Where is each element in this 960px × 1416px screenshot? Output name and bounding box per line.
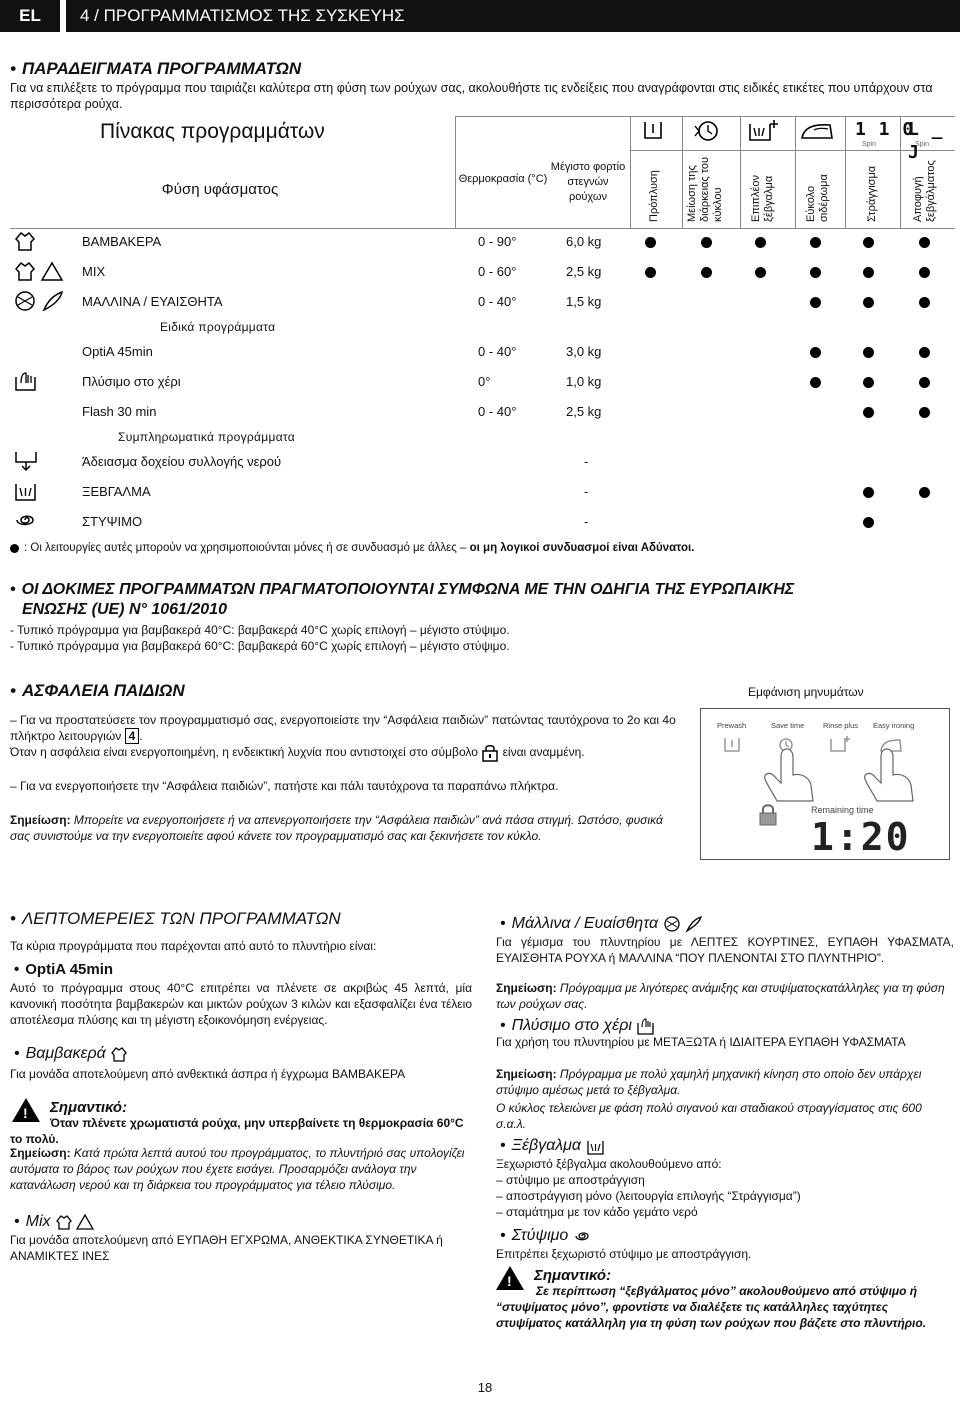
tests-line-2: - Τυπικό πρόγραμμα για βαμβακερά 60°C: βαμβακερά 60°C χωρίς επιλογή – μέγιστο στύψιμο. bbox=[10, 639, 510, 653]
option-available-dot bbox=[755, 267, 766, 278]
program-row-label: Flash 30 min bbox=[82, 404, 157, 419]
option-header-no-rinse: Αποφυγή ξεβγάλματος bbox=[912, 160, 938, 222]
spin-label: Spin bbox=[862, 141, 877, 148]
child-safety-p2: Όταν η ασφάλεια είναι ενεργοποιημένη, η ενδεικτική λυχνία που αντιστοιχεί στο σύμβολο είναι αναμμένη. bbox=[10, 744, 680, 762]
option-available-dot bbox=[863, 237, 874, 248]
tests-title-2: ΕΝΩΣΗΣ (UE) N° 1061/2010 bbox=[22, 601, 227, 618]
iron-icon bbox=[800, 121, 834, 141]
warning-icon: ! bbox=[12, 1098, 40, 1122]
save-time-icon bbox=[693, 120, 723, 142]
option-available-dot bbox=[919, 267, 930, 278]
program-row-load: - bbox=[584, 484, 589, 499]
legend-dot bbox=[10, 544, 19, 553]
temp-header: Θερμοκρασία (°C) bbox=[458, 173, 548, 185]
child-safety-note: Σημείωση: Μπορείτε να ενεργοποιήσετε ή να απενεργοποιήσετε την “Ασφάλεια παιδιών” ανά πάσα στιγμή. Ωστόσο, φυσικά σας συνιστούμε να την ενεργοποιείτε αφού κάνετε τον προγραμματισμό σας και ξεκινήσετε τον κύκλο. bbox=[10, 813, 663, 844]
child-safety-p1: – Για να προστατεύσετε τον προγραμματισμό σας, ενεργοποιείστε την “Ασφάλεια παιδιών” πατώντας ταυτόχρονα το 2ο και 4ο πλήκτρο λειτουργιών 4 . bbox=[10, 713, 676, 744]
option-available-dot bbox=[919, 377, 930, 388]
option-available-dot bbox=[863, 407, 874, 418]
grid-line bbox=[740, 116, 741, 228]
option-header-spin: Στράγγισμα bbox=[866, 165, 878, 222]
rinse-icon bbox=[586, 1137, 606, 1155]
grid-line bbox=[682, 116, 683, 228]
child-safety-title: • ΑΣΦΑΛΕΙΑ ΠΑΙΔΙΩΝ bbox=[10, 680, 185, 702]
hand-note-2: Ο κύκλος τελειώνει με φάση πολύ σιγανού και σταδιακού στραγγίσματος στις 600 σ.α.λ. bbox=[496, 1101, 922, 1132]
warning-icon: ! bbox=[496, 1266, 524, 1290]
program-row-temp: 0 - 40° bbox=[478, 404, 517, 419]
wool-title: • Μάλλινα / Ευαίσθητα bbox=[500, 914, 703, 935]
cotton-important-label: Σημαντικό: bbox=[50, 1099, 128, 1116]
details-title: • ΛΕΠΤΟΜΕΡΕΙΕΣ ΤΩΝ ΠΡΟΓΡΑΜΜΑΤΩΝ bbox=[10, 908, 341, 930]
spin-icon bbox=[14, 510, 36, 530]
spin-display-digits: 1 1 0 bbox=[855, 119, 915, 140]
program-row-temp: 0 - 90° bbox=[478, 234, 517, 249]
program-row-load: 2,5 kg bbox=[566, 264, 602, 279]
program-row-temp: 0 - 40° bbox=[478, 344, 517, 359]
option-available-dot bbox=[701, 237, 712, 248]
option-available-dot bbox=[755, 237, 766, 248]
remaining-time-label: Remaining time bbox=[811, 805, 874, 815]
page-number: 18 bbox=[477, 1380, 493, 1395]
table-title: Πίνακας προγραμμάτων bbox=[100, 120, 325, 143]
rinse-item: – στύψιμο με αποστράγγιση bbox=[496, 1173, 645, 1187]
lock-icon bbox=[481, 744, 499, 762]
grid-line bbox=[845, 116, 846, 228]
panel-prewash-label: Prewash bbox=[717, 721, 747, 730]
grid-line bbox=[455, 116, 456, 228]
program-row-temp: 0° bbox=[478, 374, 491, 389]
display-caption: Εμφάνιση μηνυμάτων bbox=[748, 685, 864, 699]
program-row-load: - bbox=[584, 514, 589, 529]
prewash-icon bbox=[643, 120, 663, 142]
hand-right-icon bbox=[851, 745, 921, 803]
rinse-item: – αποστράγγιση μόνο (λειτουργία επιλογής “Στράγγισμα”) bbox=[496, 1189, 801, 1203]
mix-title: • Mix bbox=[14, 1212, 97, 1233]
panel-rinse-plus-label: Rinse plus bbox=[823, 721, 859, 730]
program-row-label: ΜΑΛΛΙΝΑ / ΕΥΑΙΣΘΗΤΑ bbox=[82, 294, 223, 309]
option-available-dot bbox=[810, 347, 821, 358]
mix-text: Για μονάδα αποτελούμενη από ΕΥΠΑΘΗ ΕΓΧΡΩΜΑ, ΑΝΘΕΚΤΙΚΑ ΣΥΝΘΕΤΙΚΑ ή ΑΝΑΜΙΚΤΕΣ ΙΝΕΣ bbox=[10, 1233, 443, 1264]
option-header-save-time: Μείωση της διάρκειας του κύκλου bbox=[686, 156, 725, 222]
wool-text: Για γέμισμα του πλυντηρίου με ΛΕΠΤΕΣ ΚΟΥΡΤΙΝΕΣ, ΕΥΠΑΘΗ ΥΦΑΣΜΑΤΑ, ΕΥΑΙΣΘΗΤΑ ΡΟΥΧΑ ή ΜΑΛΛΙΝΑ “ΠΟΥ ΠΛΕΝΟΝΤΑΙ ΣΤΟ ΠΛΥΝΤΗΡΙΟ”. bbox=[496, 935, 954, 966]
program-row-load: 1,0 kg bbox=[566, 374, 602, 389]
panel-prewash-icon[interactable] bbox=[723, 737, 741, 753]
option-available-dot bbox=[810, 377, 821, 388]
program-row-load: - bbox=[584, 454, 589, 469]
cotton-note: Σημείωση: Κατά πρώτα λεπτά αυτού του προγράμματος, το πλυντήριό σας υπολογίζει αυτόματα το βάρος των ρούχων που έχετε εισάγει. Προσαρμόζει ανάλογα την κατανάλωση νερού και τη διάρκεια του προγράμματος για τέλειο πλύσιμο. bbox=[10, 1146, 465, 1193]
rinse-title: • Ξέβγαλμα bbox=[500, 1136, 606, 1157]
wool-icon bbox=[663, 915, 703, 933]
grid-line bbox=[630, 116, 631, 228]
option-available-dot bbox=[863, 377, 874, 388]
optia-title: • OptiA 45min bbox=[14, 960, 113, 980]
option-header-rinse-plus: Επιπλέον ξέβγαλμα bbox=[750, 175, 776, 222]
option-available-dot bbox=[919, 487, 930, 498]
tests-line-1: - Τυπικό πρόγραμμα για βαμβακερά 40°C: βαμβακερά 40°C χωρίς επιλογή – μέγιστο στύψιμο. bbox=[10, 623, 510, 637]
hand-left-icon bbox=[751, 745, 821, 803]
panel-rinse-plus-icon[interactable] bbox=[829, 735, 851, 753]
spin-text: Επιτρέπει ξεχωριστό στύψιμο με αποστράγγιση. bbox=[496, 1247, 752, 1261]
spin-label: Spin bbox=[915, 141, 930, 148]
program-row-load: 1,5 kg bbox=[566, 294, 602, 309]
spin-important-label: Σημαντικό: bbox=[534, 1267, 612, 1284]
control-panel-illustration bbox=[700, 708, 950, 860]
option-available-dot bbox=[863, 347, 874, 358]
mix-icon bbox=[14, 260, 66, 282]
panel-easy-ironing-label: Easy ironing bbox=[873, 721, 915, 730]
program-row-load: 3,0 kg bbox=[566, 344, 602, 359]
section-header: 4 / ΠΡΟΓΡΑΜΜΑΤΙΣΜΟΣ ΤΗΣ ΣΥΣΚΕΥΗΣ bbox=[66, 0, 960, 32]
program-row-label: MIX bbox=[82, 264, 106, 279]
option-available-dot bbox=[919, 237, 930, 248]
handwash-icon bbox=[14, 370, 38, 392]
option-available-dot bbox=[701, 267, 712, 278]
panel-save-time-label: Save time bbox=[771, 721, 805, 730]
drain-icon bbox=[14, 450, 38, 472]
rinse-icon bbox=[14, 480, 38, 502]
program-row-temp: 0 - 40° bbox=[478, 294, 517, 309]
hand-text: Για χρήση του πλυντηρίου με ΜΕΤΑΞΩΤΑ ή ΙΔΙΑΙΤΕΡΑ ΕΥΠΑΘΗ ΥΦΑΣΜΑΤΑ bbox=[496, 1035, 906, 1049]
program-row-load: 2,5 kg bbox=[566, 404, 602, 419]
grid-line bbox=[630, 150, 955, 151]
wool-note: Σημείωση: Πρόγραμμα με λιγότερες ανάμιξης και στυψίματοςκατάλληλες για τη φύση των ρούχων σας. bbox=[496, 981, 945, 1012]
grid-line bbox=[795, 116, 796, 228]
option-available-dot bbox=[863, 517, 874, 528]
panel-lock-icon bbox=[757, 803, 779, 827]
hand-note: Σημείωση: Πρόγραμμα με πολύ χαμηλή μηχανική κίνηση στο οποίο δεν υπάρχει στύψιμο αμέσως μετά το ξέβγαλμα. bbox=[496, 1067, 922, 1098]
rinse-plus-icon bbox=[747, 118, 781, 142]
wool-icon bbox=[14, 290, 66, 312]
fabric-header: Φύση υφάσματος bbox=[161, 181, 279, 198]
spin-warning: Σε περίπτωση “ξεβγάλματος μόνο” ακολουθούμενο από στύψιμο ή “στυψίματος μόνο”, φροντίστε να διαλέξετε τις κατάλληλες ταχύτητες στυψίματος κατάλληλη για τη φύση των ρούχων που βάζετε στο πλυντήριο. bbox=[496, 1284, 927, 1331]
program-row-label: OptiA 45min bbox=[82, 344, 153, 359]
examples-text: Για να επιλέξετε το πρόγραμμα που ταιριάζει καλύτερα στη φύση των ρούχων σας, ακολουθήστε τις ενδείξεις που αναγράφονται στις ειδικές ετικέτες που υπάρχουν στα περισσότερα ρούχα. bbox=[10, 81, 933, 112]
remaining-time-display: 1:20 bbox=[811, 815, 911, 859]
program-row-label: Άδειασμα δοχείου συλλογής νερού bbox=[82, 454, 282, 469]
program-row-label: ΣΤΥΨΙΜΟ bbox=[82, 514, 143, 529]
grid-line bbox=[455, 116, 955, 117]
cotton-text: Για μονάδα αποτελούμενη από ανθεκτικά άσπρα ή έγχρωμα ΒΑΜΒΑΚΕΡΑ bbox=[10, 1067, 406, 1081]
examples-title: • ΠΑΡΑΔΕΙΓΜΑΤΑ ΠΡΟΓΡΑΜΜΑΤΩΝ bbox=[10, 58, 301, 80]
option-available-dot bbox=[863, 297, 874, 308]
cotton-warning: Όταν πλένετε χρωματιστά ρούχα, μην υπερβαίνετε τη θερμοκρασία 60°C το πολύ. bbox=[10, 1116, 464, 1147]
option-available-dot bbox=[863, 487, 874, 498]
load-header: Μέγιστο φορτίο στεγνών ρούχων bbox=[550, 161, 626, 203]
option-available-dot bbox=[645, 267, 656, 278]
option-available-dot bbox=[810, 297, 821, 308]
optia-text: Αυτό το πρόγραμμα στους 40°C επιτρέπει να πλένετε σε ακριβώς 45 λεπτά, μία κανονική ποσότητα βαμβακερών και μικτών ρούχων 3 κιλών και εξασφαλίζει ένα τέλειο αποτέλεσμα πλύσης και τη μέγιστη εξοικονόμηση ενέργειας. bbox=[10, 981, 472, 1028]
program-row-label: ΞΕΒΓΑΛΜΑ bbox=[82, 484, 151, 499]
spin-program-icon bbox=[573, 1228, 591, 1244]
child-safety-p3: – Για να ενεργοποιήσετε την “Ασφάλεια παιδιών”, πατήστε και πάλι ταυτόχρονα τα παραπάνω πλήκτρα. bbox=[10, 779, 559, 793]
cotton-title: • Βαμβακερά bbox=[14, 1044, 128, 1065]
hand-title: • Πλύσιμο στο χέρι bbox=[500, 1016, 656, 1037]
program-row-temp: 0 - 60° bbox=[478, 264, 517, 279]
key-4: 4 bbox=[125, 728, 140, 744]
special-programs-heading: Ειδικά προγράμματα bbox=[160, 320, 276, 334]
option-available-dot bbox=[810, 267, 821, 278]
rinse-item: – σταμάτημα με τον κάδο γεμάτο νερό bbox=[496, 1205, 698, 1219]
rinse-text: Ξεχωριστό ξέβγαλμα ακολουθούμενο από: bbox=[496, 1157, 722, 1171]
program-row-label: ΒΑΜΒΑΚΕΡΑ bbox=[82, 234, 162, 249]
option-available-dot bbox=[810, 237, 821, 248]
language-tag: EL bbox=[0, 0, 60, 32]
option-header-easy-iron: Εύκολο σιδέρωμα bbox=[805, 174, 831, 222]
spin-title: • Στύψιμο bbox=[500, 1226, 591, 1247]
table-note: : Οι λειτουργίες αυτές μπορούν να χρησιμοποιούνται μόνες ή σε συνδυασμό με άλλες – οι μη λογικοί συνδυασμοί είναι Αδύνατοι. bbox=[24, 542, 695, 554]
option-available-dot bbox=[919, 407, 930, 418]
option-available-dot bbox=[645, 237, 656, 248]
cotton-icon bbox=[110, 1045, 128, 1063]
details-intro: Τα κύρια προγράμματα που παρέχονται από αυτό το πλυντήριο είναι: bbox=[10, 939, 377, 953]
option-header-prewash: Πρόπλυση bbox=[648, 170, 660, 222]
drain-display-digits: L _ J bbox=[908, 119, 944, 164]
tests-title: • ΟΙ ΔΟΚΙΜΕΣ ΠΡΟΓΡΑΜΜΑΤΩΝ ΠΡΑΓΜΑΤΟΠΟΙΟΥΝΤΑΙ ΣΥΜΦΩΝΑ ΜΕ ΤΗΝ ΟΔΗΓΙΑ ΤΗΣ ΕΥΡΩΠΑΙΚΗΣ bbox=[10, 580, 794, 601]
option-available-dot bbox=[919, 297, 930, 308]
extra-programs-heading: Συμπληρωματικά προγράμματα bbox=[118, 430, 296, 444]
cotton-icon bbox=[14, 230, 36, 252]
program-row-label: Πλύσιμο στο χέρι bbox=[82, 374, 181, 389]
mix-icon bbox=[55, 1213, 97, 1231]
option-available-dot bbox=[863, 267, 874, 278]
option-available-dot bbox=[919, 347, 930, 358]
program-row-load: 6,0 kg bbox=[566, 234, 602, 249]
handwash-icon bbox=[636, 1017, 656, 1035]
